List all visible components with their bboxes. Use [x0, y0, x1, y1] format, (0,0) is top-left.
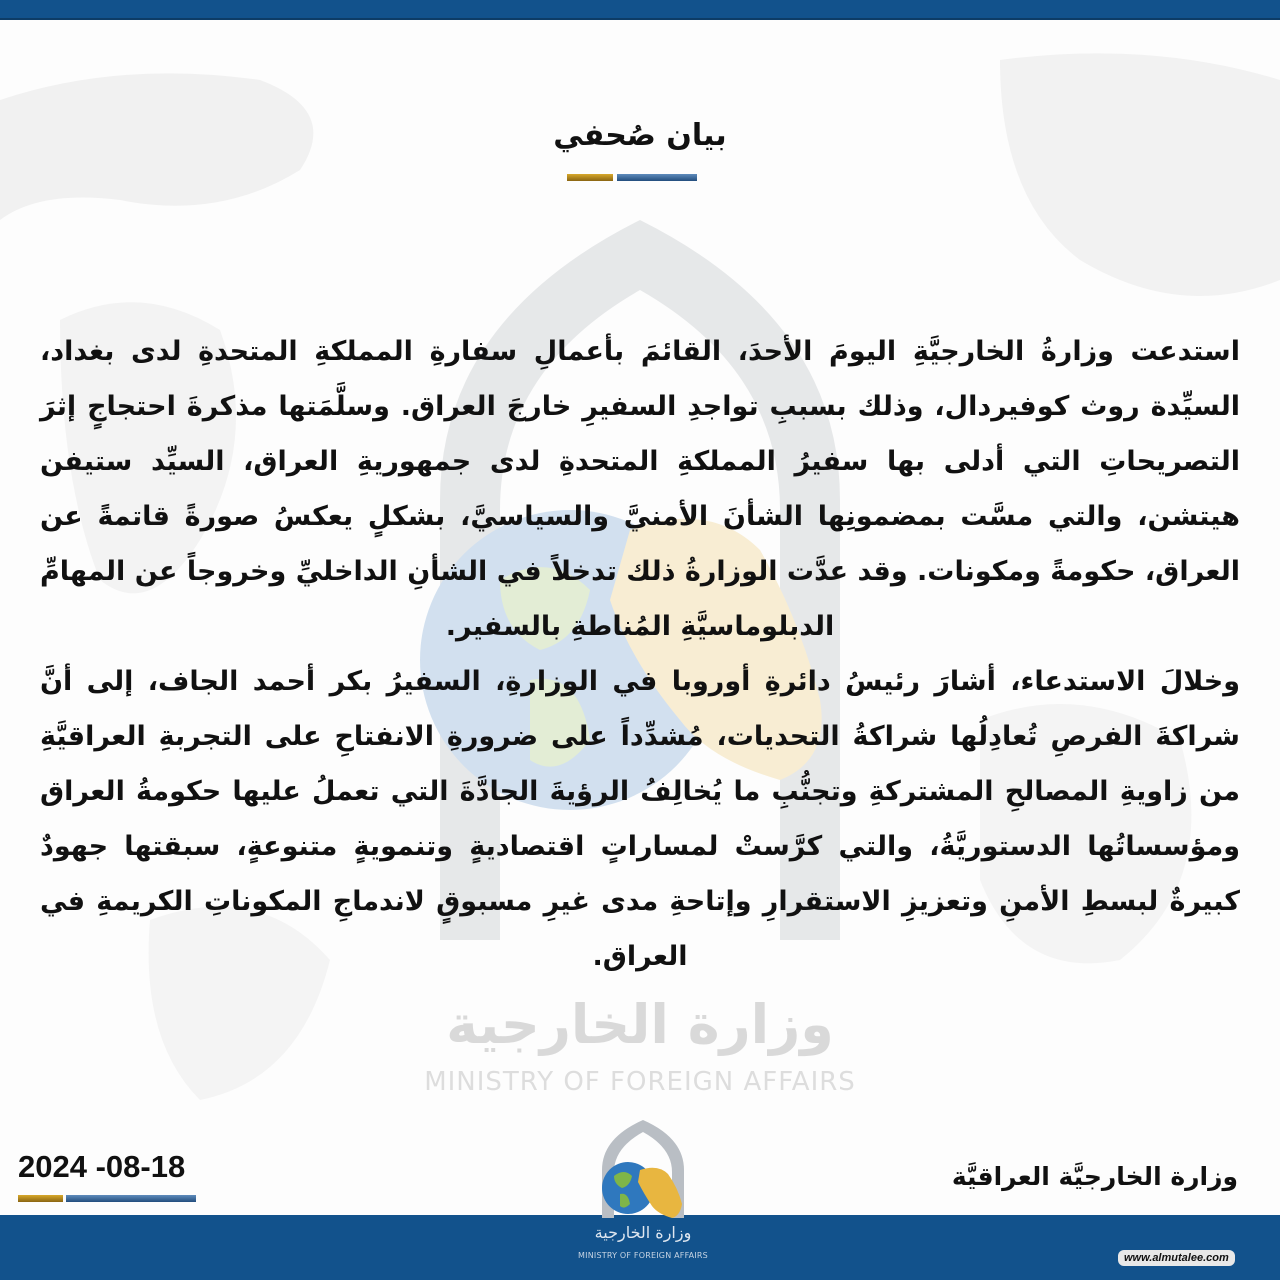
- title-underline: [567, 174, 697, 182]
- website-link[interactable]: www.almutalee.com: [1118, 1250, 1235, 1266]
- page-title: بيان صُحفي: [553, 118, 727, 153]
- watermark-arabic-text: وزارة الخارجية: [446, 993, 834, 1056]
- statement-date: 2024 -08-18: [18, 1149, 186, 1184]
- ministry-logo-icon: [588, 1118, 698, 1218]
- blue-accent-bar: [66, 1195, 196, 1202]
- gold-accent-bar: [18, 1195, 63, 1202]
- statement-paragraph-2: وخلالَ الاستدعاء، أشارَ رئيسُ دائرةِ أوروبا في الوزارةِ، السفيرُ بكر أحمد الجاف، إلى أنَّ شراكةَ الفرصِ تُعادِلُها شراكةُ التحديات، مُشدِّداً على ضرورةِ الانفتاحِ على التجربةِ العراقيَّةِ من زاويةِ المصالحِ المشتركةِ وتجنُّبِ ما يُخالِفُ الرؤيةَ الجادَّةَ التي تعملُ عليها حكومةُ العراق ومؤسساتُها الدستوريَّةُ، والتي كرَّستْ لمساراتٍ اقتصاديةٍ وتنمويةٍ متنوعةٍ، سبقتها جهودٌ كبيرةٌ لبسطِ الأمنِ وتعزيزِ الاستقرارِ وإتاحةِ مدى غيرِ مسبوقٍ لاندماجِ المكوناتِ الكريمةِ في العراق.: [40, 666, 1240, 972]
- top-banner: [0, 0, 1280, 20]
- watermark-english-text: MINISTRY OF FOREIGN AFFAIRS: [424, 1067, 856, 1097]
- statement-body: [40, 324, 1240, 984]
- statement-paragraph-1: استدعت وزارةُ الخارجيَّةِ اليومَ الأحدَ، القائمَ بأعمالِ سفارةِ المملكةِ المتحدةِ لدى بغداد، السيِّدة روث كوفيردال، وذلك بسببِ تواجدِ السفيرِ خارجَ العراق. وسلَّمَتها مذكرةَ احتجاجٍ إثرَ التصريحاتِ التي أدلى بها سفيرُ المملكةِ المتحدةِ لدى جمهوريةِ العراق، السيِّد ستيفن هيتشن، والتي مسَّت بمضمونِها الشأنَ الأمنيَّ والسياسيَّ، بشكلٍ يعكسُ صورةً قاتمةً عن العراق، حكومةً ومكونات. وقد عدَّت الوزارةُ ذلك تدخلاً في الشأنِ الداخليِّ وخروجاً عن المهامِّ الدبلوماسيَّةِ المُناطةِ بالسفير.: [40, 336, 1240, 642]
- logo-arabic-text: وزارة الخارجية: [594, 1223, 692, 1242]
- blue-accent-bar: [617, 174, 697, 181]
- date-underline: [18, 1195, 196, 1202]
- logo-english-text: MINISTRY OF FOREIGN AFFAIRS: [578, 1251, 708, 1260]
- gold-accent-bar: [567, 174, 613, 181]
- ministry-signature: وزارة الخارجيَّة العراقيَّة: [951, 1162, 1238, 1191]
